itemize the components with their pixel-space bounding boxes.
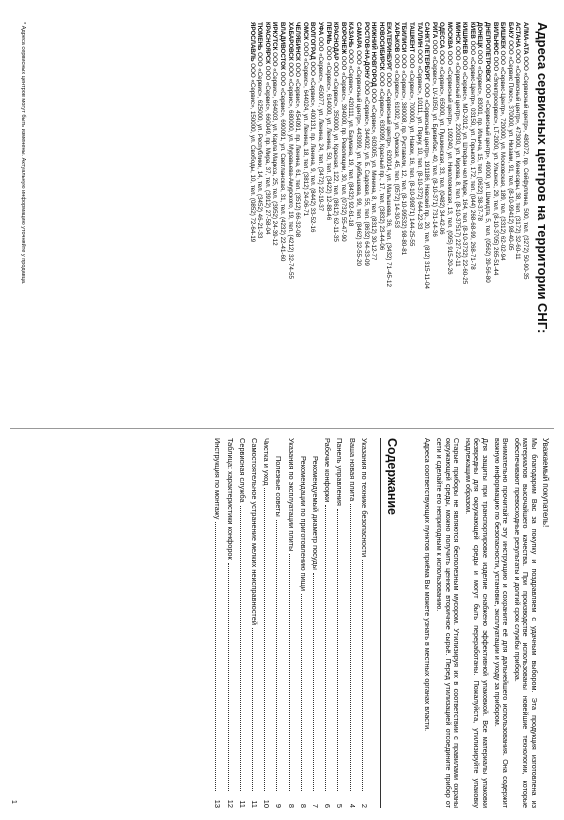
service-center-entry [339, 22, 347, 422]
service-center-entry [271, 22, 279, 422]
service-center-city: КИШИНЕВ [461, 22, 469, 54]
service-center-city: КРАСНОДАР [332, 22, 340, 61]
column-divider [10, 428, 554, 429]
service-center-details: ООО «Сервис», 680000, ул. Муравьева-Амурского, 19, тел. (4212) 32-74-55 [286, 62, 294, 279]
service-center-details: ООО «Сервис», 61002, ул. Сумская, 45, тел. (0572) 14-30-53 [392, 53, 400, 228]
toc-leader-dots [289, 554, 291, 791]
toc-page-number: 5 [335, 803, 345, 808]
service-center-entry [248, 22, 256, 422]
service-center-details: ООО «Сервис», LV-1050, ул. Бривибас, 40, тел. (8-10-371) 731-14-36 [430, 39, 438, 237]
toc-page-number: 4 [347, 803, 357, 808]
toc-leader-dots [264, 488, 266, 791]
table-of-contents [211, 438, 370, 808]
service-center-city: МОСКВА [446, 22, 454, 49]
service-center-city: КИЕВ [468, 22, 476, 39]
toc-page-number: 11 [250, 800, 260, 808]
toc-row [333, 438, 345, 808]
service-center-entry [370, 22, 378, 422]
greeting-text [423, 438, 538, 808]
toc-page-number: 2 [359, 803, 369, 808]
service-center-entry [377, 22, 385, 422]
toc-leader-dots [313, 573, 315, 791]
toc-page-number: 13 [213, 799, 223, 808]
service-center-details: ООО «Сервис», 700000, ул. Навои, 16, тел. (8-10-99871) 144-25-55 [408, 53, 416, 247]
service-center-details: ООО «Сервис-Центр», 03150, ул. Горького, 172, тел. (044) 268-68-99, 268-71-78 [468, 40, 476, 270]
service-center-city: ТАЛЛИН [415, 22, 423, 48]
service-center-city: ЕКАТЕРИНБУРГ [385, 22, 393, 71]
service-center-entry [263, 22, 271, 422]
service-center-city: ОДЕССА [438, 22, 446, 49]
toc-label: Таблица: характеристики конфорок [225, 438, 235, 560]
service-center-details: ООО «Сервис», 660049, пр. Мира, 37, тел. (3912) 27-58-04 [263, 65, 271, 235]
service-center-city: КРАСНОЯРСК [263, 22, 271, 65]
toc-page-number: 11 [237, 800, 247, 808]
toc-label: Сервисная служба [237, 438, 247, 503]
toc-leader-dots [276, 520, 278, 791]
toc-label: Инструкция по монтажу [213, 438, 223, 520]
service-center-entry [309, 22, 317, 422]
toc-row [345, 438, 357, 808]
service-center-details: ООО «Сервис», 400131, пр. Ленина, 9, тел. (8442) 33-52-16 [309, 61, 317, 233]
contents-title: Содержание [380, 438, 399, 808]
service-center-entry [256, 22, 264, 422]
service-center-details: ООО «Сервис», MD-2012, ул. Штефан чел Маре, 164, тел. (8-10-3732) 22-60-25 [461, 55, 469, 285]
service-center-details: ООО «Сервис», 10111, ул. Пярну, 10, тел. (8-10-372) 644-22-33 [415, 49, 423, 230]
toc-page-number: 12 [225, 799, 235, 808]
toc-leader-dots [362, 560, 364, 791]
toc-row [309, 438, 321, 808]
service-center-entry [324, 22, 332, 422]
toc-label: Чистка и уход [262, 438, 272, 486]
service-center-entry [438, 22, 446, 422]
service-center-city: ХАБАРОВСК [286, 22, 294, 61]
service-center-entry [385, 22, 393, 422]
service-center-city: НИЖНИЙ НОВГОРОД [370, 22, 378, 87]
service-center-details: ООО «Электросервис», LT-2000, ул. Ульонос, 29, тел. (8-10-3705) 265-51-44 [491, 56, 499, 276]
service-center-city: РИГА [430, 22, 438, 39]
service-center-details: ООО «Сервисный центр», 220030, ул. Кирова, 8, тел. (8-10-37517) 227-22-11 [453, 46, 461, 267]
service-center-city: МИНСК [453, 22, 461, 45]
service-center-city: ВОРОНЕЖ [339, 22, 347, 55]
service-center-details: ООО «Сервис», 630099, Красный пр., 17, тел. (3832) 23-44-06 [377, 72, 385, 251]
service-center-entry [332, 22, 340, 422]
service-center-details: ООО «Сервис», 344002, ул. Б. Садовая, 55, тел. (8632) 64-33-09 [362, 80, 370, 266]
service-center-city: САНКТ-ПЕТЕРБУРГ [423, 22, 431, 82]
service-center-entry [445, 22, 453, 422]
toc-leader-dots [228, 563, 230, 791]
service-center-details: ООО «Сервисный центр», 480072, пр. Сейфуллина, 500, тел. (3272) 50-90-35 [522, 56, 529, 280]
toc-label: Самостоятельное устранение мелких неисправностей [250, 438, 260, 625]
service-center-city: ВОЛГОГРАД [309, 22, 317, 60]
service-center-details: ООО «Сервисный центр», 109240, ул. Николоямская, 13, тел. (095) 915-20-26 [446, 50, 454, 275]
service-center-entry [301, 22, 309, 422]
service-center-details: ООО «Сервис», 614000, ул. Ленина, 50, тел. (3422) 12-88-46 [324, 45, 332, 221]
service-center-entry [400, 22, 408, 422]
toc-row [260, 438, 272, 808]
service-center-city: ИРКУТСК [271, 22, 279, 51]
toc-row [272, 438, 284, 808]
service-center-entry [491, 22, 499, 422]
service-centers-column [248, 22, 550, 422]
intro-and-contents-column [211, 438, 550, 808]
service-center-city: БИШКЕК [499, 22, 507, 49]
service-center-details: ООО «Сервис Плюс», 370000, ул. Низами, 91, тел. (8-10-99412) 98-40-05 [506, 40, 514, 251]
toc-page-number: 8 [286, 803, 296, 808]
toc-label: Рекомендуемый диаметр посуды [311, 456, 321, 570]
service-center-city: ТЮМЕНЬ [256, 22, 264, 51]
toc-label: Панель управления [335, 438, 345, 506]
toc-label: Рабочие конфорки [323, 438, 333, 503]
service-center-details: ООО «Сервис», 150000, ул. Свободы, 10, тел. (0852) 72-64-19 [248, 63, 256, 243]
service-center-details: ООО «Сервис», 394000, пр. Революции, 30, тел. (0732) 55-47-90 [339, 55, 347, 242]
service-center-details: ООО «Сервис», 625000, ул. Республики, 14, тел. (3452) 46-21-33 [256, 52, 264, 239]
service-center-city: ТАШКЕНТ [408, 22, 416, 53]
service-center-details: ООО «Сервисный центр», 49000, ул. Шмидта, 5, тел. (0562) 39-56-80 [484, 83, 492, 283]
service-center-city: РОСТОВ-НА-ДОНУ [362, 22, 370, 79]
service-center-details: ООО «Сервис», 350000, ул. Красная, 122, тел. (8612) 62-11-35 [332, 62, 340, 242]
service-center-city: ОМСК [301, 22, 309, 41]
service-center-details: ООО «Сервисный центр», 473000, ул. Кенесары, 38, тел. (3172) 32-60-11 [514, 49, 522, 260]
service-center-entry [483, 22, 491, 422]
service-center-entry [506, 22, 514, 422]
service-center-entry [392, 22, 400, 422]
page-number: 1 [10, 800, 17, 804]
toc-leader-dots [252, 628, 254, 791]
service-center-details: ООО «Сервисный центр», 620014, ул. Малышева, 36, тел. (3432) 71-45-12 [385, 72, 393, 287]
service-center-details: ООО «Сервис», 603005, ул. Минина, 8, тел. (8312) 30-12-77 [370, 88, 378, 261]
service-center-city: ХАРЬКОВ [392, 22, 400, 53]
toc-label: Указания по эксплуатации плиты [286, 438, 296, 552]
service-centers-footnote: * Адреса сервисных центров могут быть изменены. Актуальную информацию уточняйте у продавца. [20, 22, 26, 285]
toc-page-number: 7 [311, 803, 321, 808]
service-center-entry [286, 22, 294, 422]
service-center-details: ООО «Сервисный центр», 443099, ул. Куйбышева, 99, тел. (8462) 32-55-20 [354, 50, 362, 266]
service-center-entry [514, 22, 522, 422]
toc-row [321, 438, 333, 808]
toc-leader-dots [337, 509, 339, 791]
toc-leader-dots [301, 594, 303, 791]
service-center-details: ООО «Сервисный центр», 191186, Невский пр., 20, тел. (812) 315-11-04 [423, 83, 431, 289]
service-center-entry [453, 22, 461, 422]
service-center-details: ООО «Сервис», 690091, ул. Светланская, 31, тел. (4232) 22-41-60 [279, 71, 286, 262]
service-center-details: ООО «Сервис», 644024, ул. Ленина, 18, тел. (3812) 24-06-71 [301, 41, 309, 217]
toc-row [211, 438, 223, 808]
service-center-details: ООО «Сервис», 664003, ул. Карла Маркса, 25, тел. (3952) 24-39-12 [271, 52, 279, 246]
toc-row [248, 438, 260, 808]
service-centers-title: Адреса сервисных центров на территории СНГ: [535, 22, 550, 334]
service-center-entry [521, 22, 529, 422]
toc-row [297, 438, 309, 808]
service-center-details: ООО «Сервис», 65000, ул. Пушкинская, 33, тел. (0482) 34-42-06 [438, 50, 446, 235]
toc-row [284, 438, 296, 808]
service-center-entry [415, 22, 423, 422]
toc-label: Рекомендации по приготовлению пищи [298, 456, 308, 592]
service-center-details: ООО «Сервис», 380008, пр. Руставели, 12, тел. (8-10-99532) 98-80-81 [400, 54, 408, 256]
service-center-details: ООО «Сервис», 83001, пр. Ильича, 15, тел. (0622) 38-37-78 [476, 49, 484, 221]
service-center-city: АСТАНА [514, 22, 522, 48]
service-center-entry [476, 22, 484, 422]
greeting-paragraph: Внимательно прочитайте эту инструкцию и сохраните её для дальнейшего использования. Она содержит важную информацию по безопасности, установке, эксплуатации и уходу за прибором. [492, 438, 511, 808]
service-center-entry [408, 22, 416, 422]
service-center-entry [347, 22, 355, 422]
service-center-city: УФА [316, 22, 324, 36]
service-center-entry [354, 22, 362, 422]
toc-row [223, 438, 235, 808]
service-center-entry [294, 22, 302, 422]
service-center-entry [278, 22, 286, 422]
greeting-title: Уважаемый покупатель! [541, 438, 550, 528]
toc-page-number: 8 [298, 803, 308, 808]
toc-label: Ваша новая плита [347, 438, 357, 502]
toc-leader-dots [325, 505, 327, 791]
service-center-city: ЯРОСЛАВЛЬ [248, 22, 256, 62]
toc-page-number: 9 [274, 803, 284, 808]
service-center-details: ООО «Сервис-Центр», 720000, ул. Московская, 189, тел. (3312) 62-02-94 [499, 50, 507, 261]
toc-page-number: 6 [323, 803, 333, 808]
service-center-entry [316, 22, 324, 422]
service-centers-list [248, 22, 529, 422]
service-center-entry [461, 22, 469, 422]
service-center-city: АЛМА-АТА [522, 22, 529, 55]
toc-leader-dots [240, 506, 242, 791]
service-center-city: САМАРА [354, 22, 362, 49]
service-center-city: ЧЕЛЯБИНСК [294, 22, 302, 61]
service-center-entry [499, 22, 507, 422]
service-center-city: КАЗАНЬ [347, 22, 355, 48]
service-center-entry [468, 22, 476, 422]
service-center-city: ДНЕПРОПЕТРОВСК [484, 22, 492, 82]
service-center-entry [430, 22, 438, 422]
service-center-details: ООО «Сервис», 450077, ул. Ленина, 24, тел. (3472) 22-19-37 [316, 36, 324, 212]
greeting-paragraph: Мы благодарим Вас за покупку и поздравляем с удачным выбором. Эта продукция изготовлена из материалов высочайшего качества. При производстве использованы новейшие технологии, которые обеспечивают превосходные результаты и долгий срок службы прибора. [512, 438, 539, 808]
service-center-city: ДОНЕЦК [476, 22, 484, 49]
service-center-city: ПЕРМЬ [324, 22, 332, 45]
service-center-city: НОВОСИБИРСК [377, 22, 385, 71]
service-center-entry [423, 22, 431, 422]
service-center-city: ВИЛЬНЮС [491, 22, 499, 55]
service-center-city: БАКУ [506, 22, 514, 39]
toc-label: Указания по технике безопасности [359, 438, 369, 558]
greeting-paragraph: Адреса соответствующих пунктов приёма Вы можете узнать в местных органах власти. [423, 438, 433, 732]
service-center-city: ТБИЛИСИ [400, 22, 408, 53]
service-center-details: ООО «Сервис», 454091, пр. Ленина, 61, тел. (3512) 66-32-08 [294, 62, 302, 238]
toc-label: Полезные советы [274, 456, 284, 517]
service-center-details: ООО «Сервис», 420111, ул. Баумана, 19, тел. (8432) 92-61-18 [347, 49, 355, 227]
greeting-paragraph: Старые приборы не являются бесполезным мусором. Утилизируя их в соответствии с правилами охраны окружающей среды, можно получить ценное вторичное сырьё. Перед утилизацией отсоедините прибор от сети и сделайте его непригодным к использованию. [435, 438, 462, 808]
toc-leader-dots [215, 522, 217, 791]
service-center-city: ВЛАДИВОСТОК [279, 22, 286, 70]
greeting-paragraph: Для защиты при транспортировке изделие снабжено эффективной упаковкой. Все материалы упаковки безвредны для окружающей среды и могут быть переработаны. Пожалуйста, утилизируйте упаковку надлежащим образом. [463, 438, 491, 808]
toc-leader-dots [350, 504, 352, 791]
service-center-entry [362, 22, 370, 422]
toc-row [358, 438, 370, 808]
toc-row [236, 438, 248, 808]
toc-page-number: 10 [262, 799, 272, 808]
